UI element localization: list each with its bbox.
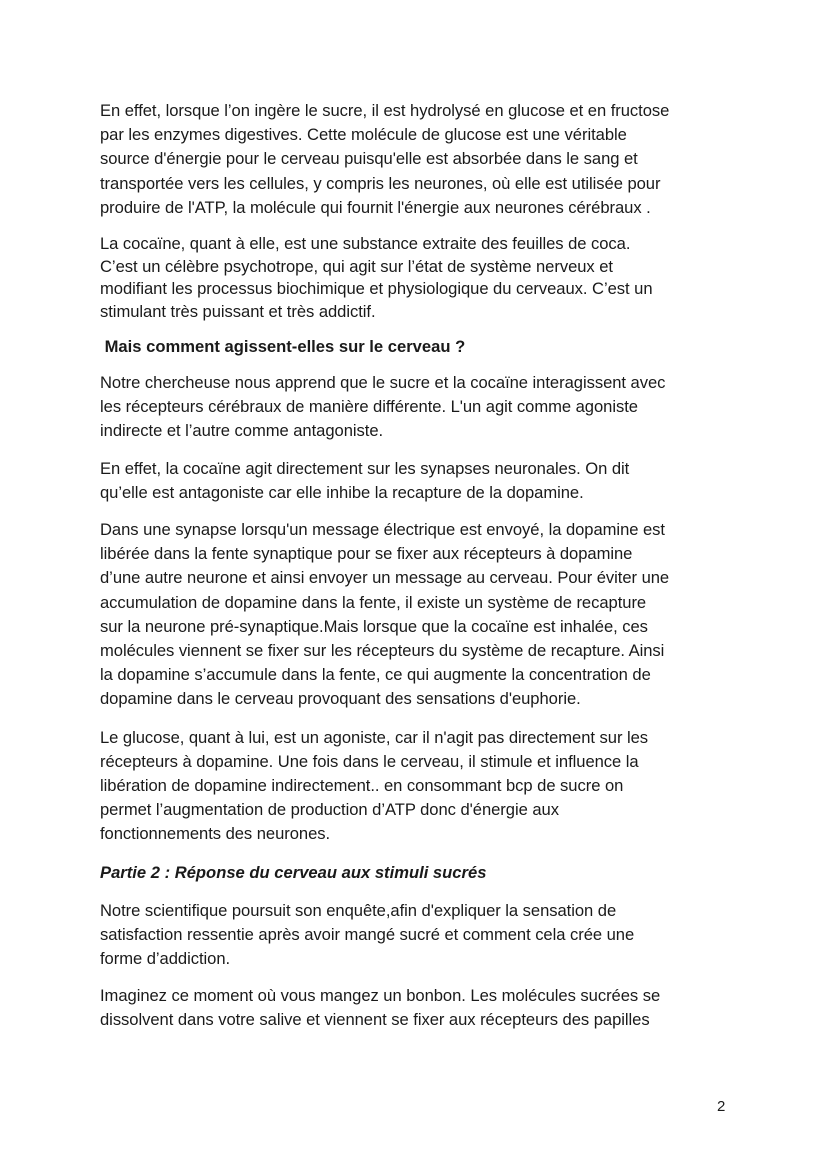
- text-line: molécules viennent se fixer sur les récepteurs du système de recapture. Ainsi: [100, 641, 665, 661]
- page-number: 2: [717, 1098, 726, 1115]
- text-line: dopamine dans le cerveau provoquant des sensations d'euphorie.: [100, 689, 581, 709]
- paragraph-synapse: [100, 518, 740, 712]
- paragraph-receptors: [100, 371, 740, 444]
- text-line: source d'énergie pour le cerveau puisqu'elle est absorbée dans le sang et: [100, 149, 638, 169]
- page-content: [100, 99, 740, 1033]
- text-line: d’une autre neurone et ainsi envoyer un message au cerveau. Pour éviter une: [100, 568, 670, 588]
- text-line: accumulation de dopamine dans la fente, il existe un système de recapture: [100, 592, 647, 612]
- text-line: par les enzymes digestives. Cette molécule de glucose est une véritable: [100, 125, 627, 145]
- text-line: En effet, la cocaïne agit directement sur les synapses neuronales. On dit: [100, 458, 630, 478]
- section-heading-mechanism: Mais comment agissent-elles sur le cerveau ?: [100, 337, 466, 357]
- text-line: produire de l'ATP, la molécule qui fournit l'énergie aux neurones cérébraux .: [100, 197, 651, 217]
- text-line: forme d’addiction.: [100, 949, 231, 969]
- text-line: récepteurs à dopamine. Une fois dans le cerveau, il stimule et influence la: [100, 751, 639, 771]
- text-line: Imaginez ce moment où vous mangez un bonbon. Les molécules sucrées se: [100, 986, 661, 1006]
- text-line: les récepteurs cérébraux de manière différente. L'un agit comme agoniste: [100, 397, 638, 417]
- text-line: indirecte et l’autre comme antagoniste.: [100, 421, 384, 441]
- text-line: dissolvent dans votre salive et viennent se fixer aux récepteurs des papilles: [100, 1010, 650, 1030]
- paragraph-scientist-inquiry: [100, 899, 740, 972]
- section-heading-part-2: Partie 2 : Réponse du cerveau aux stimuli sucrés: [100, 862, 487, 882]
- text-line: C’est un célèbre psychotrope, qui agit sur l’état de système nerveux et: [100, 256, 613, 276]
- text-line: Le glucose, quant à lui, est un agoniste, car il n'agit pas directement sur les: [100, 727, 649, 747]
- text-line: En effet, lorsque l’on ingère le sucre, il est hydrolysé en glucose et en fructose: [100, 101, 670, 120]
- text-line: sur la neurone pré-synaptique.Mais lorsque que la cocaïne est inhalée, ces: [100, 616, 648, 636]
- paragraph-cocaine-antagonist: [100, 457, 740, 505]
- text-line: modifiant les processus biochimique et physiologique du cerveaux. C’est un: [100, 279, 653, 299]
- text-line: stimulant très puissant et très addictif.: [100, 301, 376, 321]
- text-line: transportée vers les cellules, y compris les neurones, où elle est utilisée pour: [100, 173, 661, 193]
- text-line: fonctionnements des neurones.: [100, 824, 331, 844]
- text-line: satisfaction ressentie après avoir mangé sucré et comment cela crée une: [100, 924, 635, 944]
- text-line: Notre scientifique poursuit son enquête,afin d'expliquer la sensation de: [100, 900, 617, 920]
- text-line: qu’elle est antagoniste car elle inhibe la recapture de la dopamine.: [100, 482, 584, 502]
- text-line: libérée dans la fente synaptique pour se fixer aux récepteurs à dopamine: [100, 544, 633, 564]
- text-line: la dopamine s’accumule dans la fente, ce qui augmente la concentration de: [100, 665, 651, 685]
- text-line: Dans une synapse lorsqu'un message électrique est envoyé, la dopamine est: [100, 520, 665, 540]
- text-line: libération de dopamine indirectement.. en consommant bcp de sucre on: [100, 776, 624, 796]
- text-line: Notre chercheuse nous apprend que le sucre et la cocaïne interagissent avec: [100, 373, 666, 393]
- paragraph-candy: [100, 984, 740, 1032]
- paragraph-cocaine-intro: [100, 233, 740, 323]
- text-line: permet l’augmentation de production d’ATP donc d'énergie aux: [100, 800, 559, 820]
- text-line: La cocaïne, quant à elle, est une substance extraite des feuilles de coca.: [100, 234, 631, 254]
- paragraph-glucose-agonist: [100, 726, 740, 847]
- paragraph-sugar-hydrolysis: [100, 99, 740, 220]
